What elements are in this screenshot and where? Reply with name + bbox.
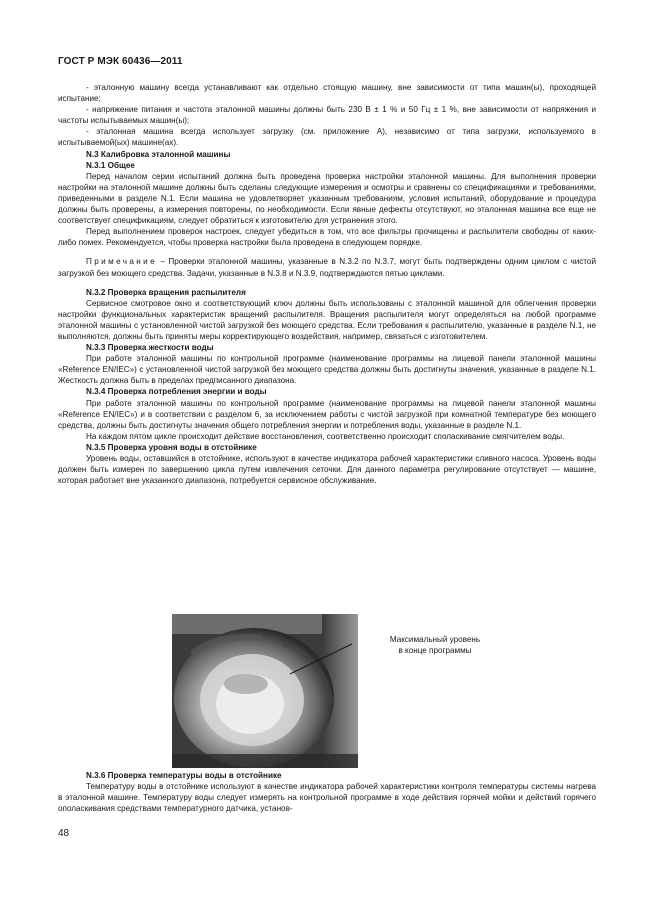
paragraph: На каждом пятом цикле происходит действие восстановления, соответственно происходит споласкивание смягчителем воды. [86, 431, 565, 441]
sump-photo [172, 614, 358, 768]
paragraph: При работе эталонной машины по контрольной программе (наименование программы на лицевой панели эталонной машины «Reference EN/IEC») с установленной чистой загрузкой без моющего средства должны быть достигнуты значения, указанные в разделе N.1. Жесткость должна быть в пределах предписанного диапазона. [58, 354, 596, 386]
paragraph: Сервисное смотровое окно и соответствующий ключ должны быть использованы с эталонной машиной для облегчения проверки настройки функциональных характеристик вращений распылителя. Вращения распылителя могут определяться на любой программе эталонной машины с установленной чистой загрузкой без моющего средства. Если требования к распылителю, указанные в разделе N.1, не выполняются, должны быть приняты меры корректирующего воздействия, например, связаться с изготовителем. [58, 298, 596, 341]
page-header: ГОСТ Р МЭК 60436—2011 [58, 56, 183, 67]
main-content [58, 82, 596, 486]
water-level-callout [370, 634, 500, 656]
note-text: – Проверки эталонной машины, указанные в N.3.2 по N.3.7, могут быть подтверждены одним циклом с чистой загрузкой без моющего средства. Задачи, указанные в N.3.8 и N.3.9, подтверждаются пятью циклами. [58, 257, 596, 278]
section-n36 [58, 770, 596, 814]
paragraph: - напряжение питания и частота эталонной машины должны быть 230 В ± 1 % и 50 Гц ± 1 %, вне зависимости от напряжения и частоты испытываемых машин(ы); [58, 105, 596, 126]
callout-line: в конце программы [398, 646, 472, 655]
subsection-heading: N.3.3 Проверка жесткости воды [86, 343, 214, 353]
paragraph: Уровень воды, оставшийся в отстойнике, используют в качестве индикатора рабочей характеристики сливного насоса. Уровень воды должен быть измерен по завершению цикла путем извлечения сеточки. Для данного параметра регулирование отсутствует — машине, которая работает вне указанного диапазона, потребуется сервисное обслуживание. [58, 454, 596, 486]
paragraph: Температуру воды в отстойнике используют в качестве индикатора рабочей характеристики контроля температуры системы нагрева в эталонной машине. Температуру воды следует измерять на контрольной программе в ходе действия горячей мойки и действий горячего ополаскивания средствами температурного датчика, установ- [58, 782, 596, 814]
sump-figure [172, 614, 532, 768]
note-paragraph [58, 256, 596, 278]
paragraph: - эталонную машину всегда устанавливают как отдельно стоящую машину, вне зависимости от типа машин(ы), проходящей испытание; [58, 83, 596, 104]
subsection-heading: N.3.2 Проверка вращения распылителя [86, 287, 246, 297]
section-heading: N.3 Калибровка эталонной машины [86, 149, 231, 159]
sump-photo-image [172, 614, 358, 768]
page-number: 48 [58, 828, 70, 839]
subsection-heading: N.3.1 Общее [86, 160, 135, 170]
paragraph: При работе эталонной машины по контрольной программе (наименование программы на лицевой панели эталонной машины «Reference EN/IEC») и в соответствии с разделом 6, за исключением работы с чистой загрузкой при комнатной температуре без моющего средства, должны быть достигнуты значения общего потребления энергии и потребления воды, указанные в разделе N.1. [58, 398, 596, 430]
paragraph: Перед началом серии испытаний должна быть проведена проверка настройки эталонной машины. Для выполнения проверки настройки на эталонной машине должны быть сделаны следующие измерения и осмотры и сравнены со спецификациями и требованиями, приведенными в разделе N.1. Если машина не удовлетворяет указанным требованиям, условия испытаний, оборудование и процедура должны быть проверены, а измерения повторены, по необходимости. Если явные дефекты отсутствуют, но эталонная машина все еще не соответствует спецификациям, следует обратиться к изготовителю для устранения этого. [58, 171, 596, 226]
subsection-heading: N.3.6 Проверка температуры воды в отстойнике [86, 771, 282, 780]
subsection-heading: N.3.5 Проверка уровня воды в отстойнике [86, 442, 257, 452]
subsection-heading: N.3.4 Проверка потребления энергии и воды [86, 387, 267, 397]
callout-line: Максимальный уровень [389, 635, 481, 644]
paragraph: - эталонная машина всегда использует загрузку (см. приложение А), независимо от типа загрузки, используемого в испытываемой(ых) машине(ах). [58, 127, 596, 148]
note-label: Примечание [86, 257, 158, 267]
paragraph: Перед выполнением проверок настроек, следует убедиться в том, что все фильтры прочищены и распылители свободны от каких-либо помех. Рекомендуется, чтобы проверка настройки была проведена в следующем порядке. [58, 227, 596, 248]
